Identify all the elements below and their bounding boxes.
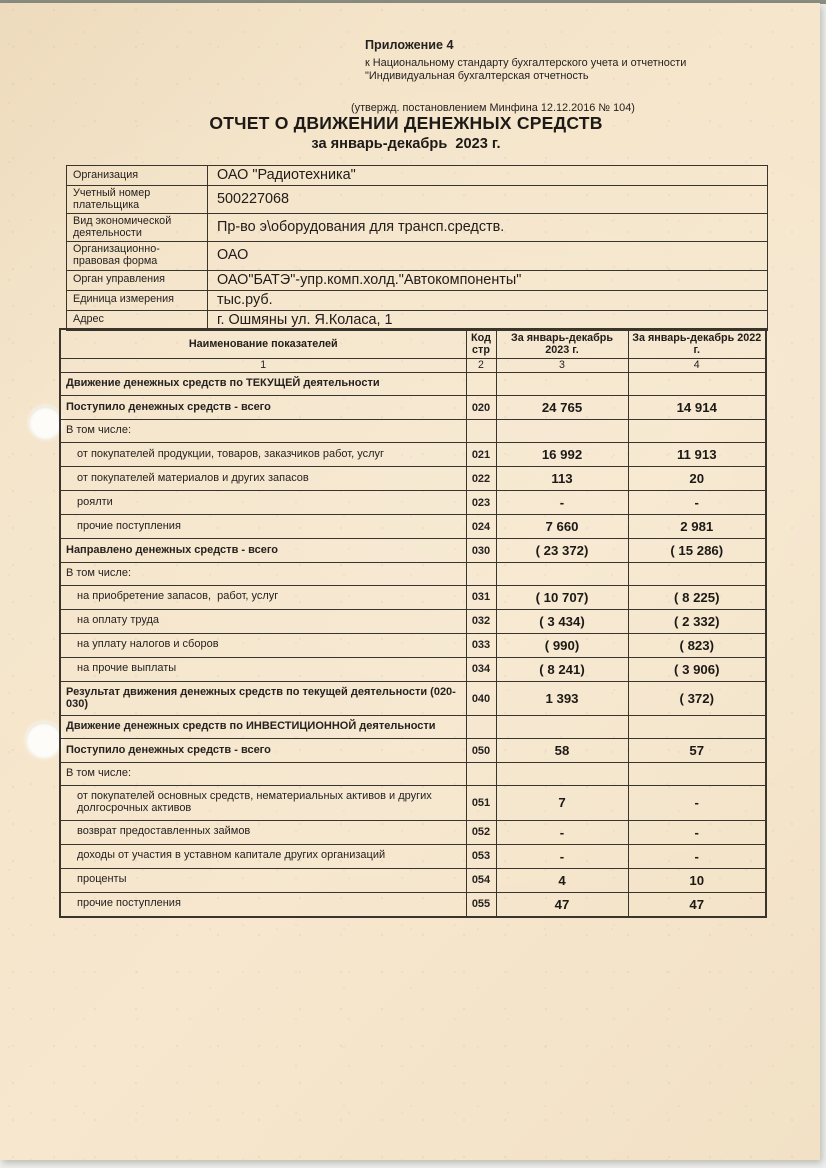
value-2022: ( 372) — [628, 681, 766, 716]
indicator-name: от покупателей материалов и других запасов — [60, 467, 466, 491]
line-code: 030 — [466, 539, 496, 563]
table-row — [60, 420, 766, 443]
value-2022: ( 823) — [628, 633, 766, 657]
org-row — [67, 166, 768, 186]
line-code: 022 — [466, 467, 496, 491]
indicator-name: Направлено денежных средств - всего — [60, 539, 466, 563]
value-2022: 10 — [628, 868, 766, 892]
indicator-name: В том числе: — [60, 563, 466, 586]
indicator-name: Движение денежных средств по ТЕКУЩЕЙ деятельности — [60, 373, 466, 396]
value-2022 — [628, 563, 766, 586]
col-header-code: Код стр — [466, 329, 496, 359]
table-row — [60, 467, 766, 491]
indicator-name: на уплату налогов и сборов — [60, 633, 466, 657]
table-row — [60, 491, 766, 515]
table-row — [60, 716, 766, 739]
org-field-value: Пр-во э\оборудования для трансп.средств. — [208, 214, 768, 242]
value-2023 — [496, 563, 628, 586]
value-2023: 1 393 — [496, 681, 628, 716]
value-2022: 11 913 — [628, 443, 766, 467]
hole-punch-top — [29, 406, 62, 439]
value-2022: 14 914 — [628, 396, 766, 420]
value-2023: ( 10 707) — [496, 585, 628, 609]
line-code: 051 — [466, 785, 496, 820]
value-2022: ( 15 286) — [628, 539, 766, 563]
value-2023: 7 660 — [496, 515, 628, 539]
value-2022: 47 — [628, 892, 766, 917]
table-row — [60, 515, 766, 539]
table-row — [60, 539, 766, 563]
value-2023: - — [496, 820, 628, 844]
value-2023: ( 23 372) — [496, 539, 628, 563]
line-code — [466, 373, 496, 396]
indicator-name: прочие поступления — [60, 515, 466, 539]
value-2023: 24 765 — [496, 396, 628, 420]
value-2022 — [628, 763, 766, 786]
table-row — [60, 892, 766, 917]
line-code: 023 — [466, 491, 496, 515]
indicator-name: Движение денежных средств по ИНВЕСТИЦИОННОЙ деятельности — [60, 716, 466, 739]
standard-line-1: к Национальному стандарту бухгалтерского учета и отчетности — [365, 56, 687, 69]
value-2022: ( 3 906) — [628, 657, 766, 681]
line-code: 020 — [466, 396, 496, 420]
col-number-1: 1 — [60, 359, 466, 373]
value-2022: ( 8 225) — [628, 585, 766, 609]
cash-flow-table-body — [60, 373, 766, 917]
indicator-name: роялти — [60, 491, 466, 515]
org-table-body — [67, 166, 768, 331]
org-row — [67, 290, 768, 310]
org-field-value: тыс.руб. — [208, 290, 768, 310]
table-row — [60, 763, 766, 786]
hole-punch-bottom — [26, 722, 62, 758]
value-2022: - — [628, 820, 766, 844]
line-code: 054 — [466, 868, 496, 892]
column-number-row — [60, 359, 766, 373]
value-2022 — [628, 716, 766, 739]
value-2023: ( 990) — [496, 633, 628, 657]
value-2023: ( 3 434) — [496, 609, 628, 633]
org-row — [67, 186, 768, 214]
org-field-label: Учетный номер плательщика — [67, 186, 208, 214]
table-row — [60, 739, 766, 763]
document-period: за январь-декабрь 2023 г. — [311, 136, 501, 152]
table-row — [60, 609, 766, 633]
table-row — [60, 868, 766, 892]
value-2022: 20 — [628, 467, 766, 491]
appendix-title: Приложение 4 — [365, 38, 454, 52]
value-2023 — [496, 716, 628, 739]
table-row — [60, 373, 766, 396]
table-row — [60, 820, 766, 844]
org-field-label: Организационно-правовая форма — [67, 242, 208, 270]
line-code — [466, 763, 496, 786]
line-code — [466, 563, 496, 586]
paper-sheet — [0, 3, 820, 1160]
table-row — [60, 785, 766, 820]
table-row — [60, 681, 766, 716]
cash-flow-table — [59, 328, 767, 918]
col-number-3: 3 — [496, 359, 628, 373]
value-2022: - — [628, 785, 766, 820]
org-field-label: Адрес — [67, 310, 208, 330]
col-number-4: 4 — [628, 359, 766, 373]
value-2022 — [628, 420, 766, 443]
appendix-block — [365, 39, 686, 84]
value-2022: 57 — [628, 739, 766, 763]
value-2023: 16 992 — [496, 443, 628, 467]
value-2023: 4 — [496, 868, 628, 892]
table-row — [60, 396, 766, 420]
org-field-value: ОАО — [208, 242, 768, 270]
title-box — [0, 113, 812, 152]
value-2023 — [496, 420, 628, 443]
approval-line: (утвержд. постановлением Минфина 12.12.2016 № 104) — [351, 102, 635, 114]
line-code: 031 — [466, 585, 496, 609]
line-code: 055 — [466, 892, 496, 917]
indicator-name: Поступило денежных средств - всего — [60, 396, 466, 420]
table-row — [60, 443, 766, 467]
line-code: 024 — [466, 515, 496, 539]
org-field-label: Орган управления — [67, 270, 208, 290]
org-row — [67, 242, 768, 270]
value-2022: ( 2 332) — [628, 609, 766, 633]
indicator-name: проценты — [60, 868, 466, 892]
line-code: 052 — [466, 820, 496, 844]
col-header-2023: За январь-декабрь 2023 г. — [496, 329, 628, 359]
line-code — [466, 716, 496, 739]
table-row — [60, 657, 766, 681]
org-field-label: Организация — [67, 166, 208, 186]
org-field-label: Единица измерения — [67, 290, 208, 310]
value-2023: 58 — [496, 739, 628, 763]
line-code: 053 — [466, 844, 496, 868]
value-2022: 2 981 — [628, 515, 766, 539]
col-header-2022: За январь-декабрь 2022 г. — [628, 329, 766, 359]
line-code — [466, 420, 496, 443]
org-field-value: ОАО"БАТЭ"-упр.комп.холд."Автокомпоненты" — [208, 270, 768, 290]
indicator-name: Результат движения денежных средств по текущей деятельности (020-030) — [60, 681, 466, 716]
line-code: 021 — [466, 443, 496, 467]
organization-info-table — [66, 165, 768, 331]
indicator-name: на приобретение запасов, работ, услуг — [60, 585, 466, 609]
indicator-name: Поступило денежных средств - всего — [60, 739, 466, 763]
col-header-name: Наименование показателей — [60, 329, 466, 359]
value-2023: 7 — [496, 785, 628, 820]
value-2022 — [628, 373, 766, 396]
value-2023: - — [496, 491, 628, 515]
value-2023: 113 — [496, 467, 628, 491]
table-row — [60, 563, 766, 586]
value-2023: 47 — [496, 892, 628, 917]
org-row — [67, 214, 768, 242]
indicator-name: возврат предоставленных займов — [60, 820, 466, 844]
indicator-name: на оплату труда — [60, 609, 466, 633]
table-row — [60, 844, 766, 868]
indicator-name: доходы от участия в уставном капитале других организаций — [60, 844, 466, 868]
line-code: 040 — [466, 681, 496, 716]
document-title: ОТЧЕТ О ДВИЖЕНИИ ДЕНЕЖНЫХ СРЕДСТВ — [209, 113, 603, 133]
org-field-label: Вид экономической деятельности — [67, 214, 208, 242]
line-code: 050 — [466, 739, 496, 763]
line-code: 033 — [466, 633, 496, 657]
indicator-name: В том числе: — [60, 420, 466, 443]
value-2023: - — [496, 844, 628, 868]
indicator-name: от покупателей продукции, товаров, заказчиков работ, услуг — [60, 443, 466, 467]
value-2022: - — [628, 491, 766, 515]
standard-line-2: "Индивидуальная бухгалтерская отчетность — [365, 70, 589, 82]
indicator-name: от покупателей основных средств, нематериальных активов и других долгосрочных активов — [60, 785, 466, 820]
value-2022: - — [628, 844, 766, 868]
org-field-value: г. Ошмяны ул. Я.Коласа, 1 — [208, 310, 768, 330]
value-2023 — [496, 763, 628, 786]
org-field-value: 500227068 — [208, 186, 768, 214]
value-2023: ( 8 241) — [496, 657, 628, 681]
org-field-value: ОАО "Радиотехника" — [208, 166, 768, 186]
indicator-name: прочие поступления — [60, 892, 466, 917]
org-row — [67, 270, 768, 290]
table-row — [60, 585, 766, 609]
line-code: 034 — [466, 657, 496, 681]
line-code: 032 — [466, 609, 496, 633]
table-row — [60, 633, 766, 657]
value-2023 — [496, 373, 628, 396]
indicator-name: В том числе: — [60, 763, 466, 786]
indicator-name: на прочие выплаты — [60, 657, 466, 681]
col-number-2: 2 — [466, 359, 496, 373]
table-header-row — [60, 329, 766, 359]
